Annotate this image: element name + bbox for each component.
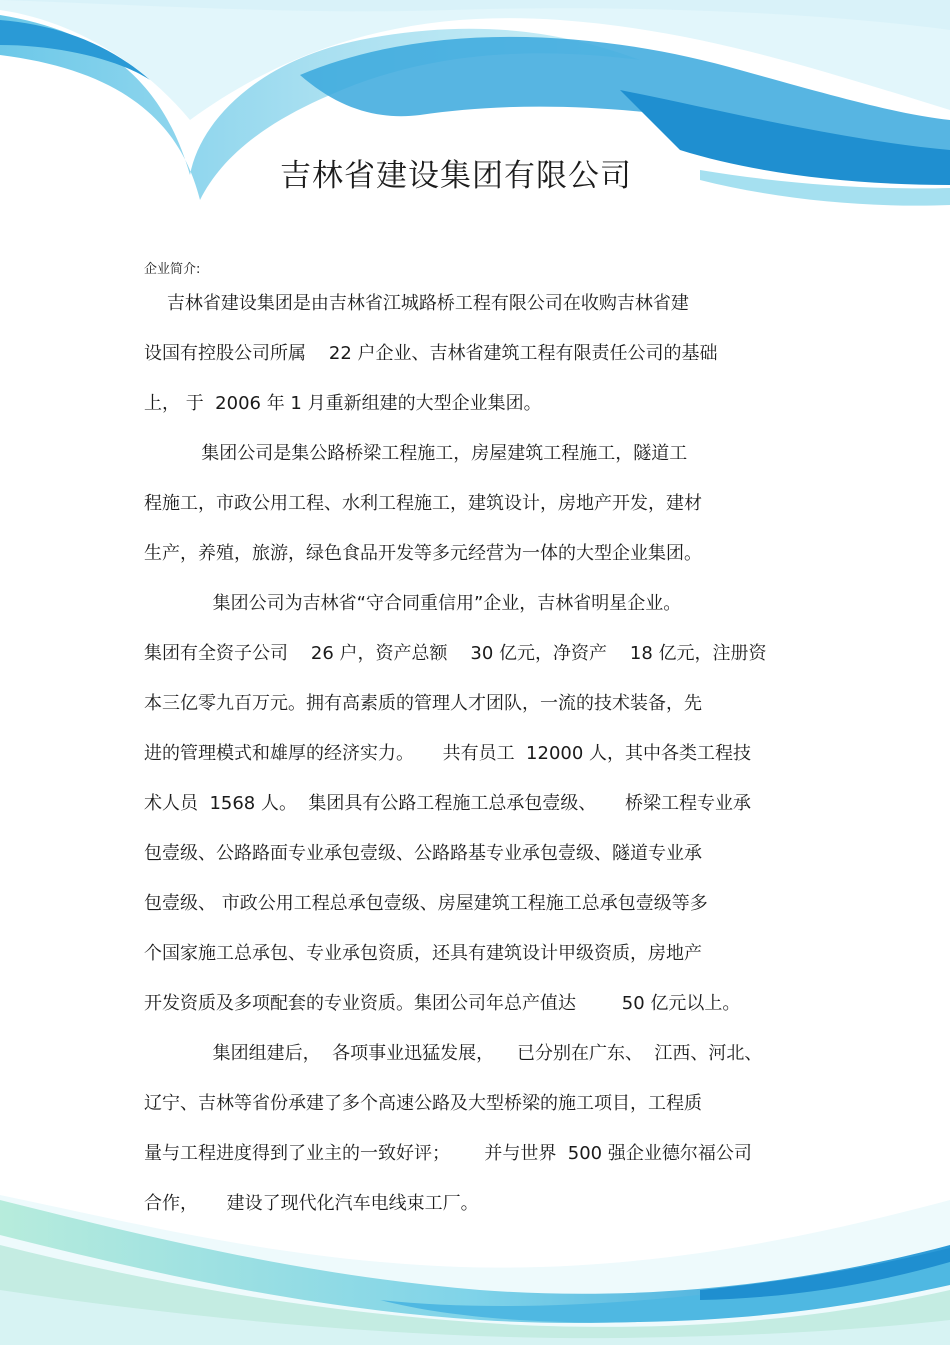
body-line: 个国家施工总承包、专业承包资质，还具有建筑设计甲级资质，房地产 xyxy=(144,943,702,964)
body-line: 上， 于 2006 年 1 月重新组建的大型企业集团。 xyxy=(144,393,542,414)
body-line: 吉林省建设集团是由吉林省江城路桥工程有限公司在收购吉林省建 xyxy=(144,293,689,314)
body-line: 集团组建后， 各项事业迅猛发展， 已分别在广东、 江西、河北、 xyxy=(144,1043,763,1064)
body-line: 合作， 建设了现代化汽车电线束工厂。 xyxy=(144,1193,479,1214)
intro-label: 企业简介: xyxy=(144,262,201,277)
body-line: 进的管理模式和雄厚的经济实力。 共有员工 12000 人，其中各类工程技 xyxy=(144,743,752,764)
document-title: 吉林省建设集团有限公司 xyxy=(280,158,632,194)
body-line: 集团公司是集公路桥梁工程施工，房屋建筑工程施工，隧道工 xyxy=(144,443,688,464)
body-line: 设国有控股公司所属 22 户企业、吉林省建筑工程有限责任公司的基础 xyxy=(144,343,718,364)
body-line: 辽宁、吉林等省份承建了多个高速公路及大型桥梁的施工项目，工程质 xyxy=(144,1093,702,1114)
body-line: 开发资质及多项配套的专业资质。集团公司年总产值达 50 亿元以上。 xyxy=(144,993,741,1014)
body-line: 集团有全资子公司 26 户，资产总额 30 亿元，净资产 18 亿元，注册资 xyxy=(144,643,767,664)
body-line: 生产，养殖，旅游，绿色食品开发等多元经营为一体的大型企业集团。 xyxy=(144,543,702,564)
body-line: 术人员 1568 人。 集团具有公路工程施工总承包壹级、 桥梁工程专业承 xyxy=(144,793,752,814)
body-line: 集团公司为吉林省“守合同重信用”企业，吉林省明星企业。 xyxy=(144,593,682,614)
body-line: 量与工程进度得到了业主的一致好评； 并与世界 500 强企业德尔福公司 xyxy=(144,1143,752,1164)
body-line: 包壹级、 市政公用工程总承包壹级、房屋建筑工程施工总承包壹级等多 xyxy=(144,893,708,914)
body-line: 本三亿零九百万元。拥有高素质的管理人才团队，一流的技术装备，先 xyxy=(144,693,702,714)
body-line: 程施工，市政公用工程、水利工程施工，建筑设计，房地产开发，建材 xyxy=(144,493,702,514)
body-line: 包壹级、公路路面专业承包壹级、公路路基专业承包壹级、隧道专业承 xyxy=(144,843,702,864)
